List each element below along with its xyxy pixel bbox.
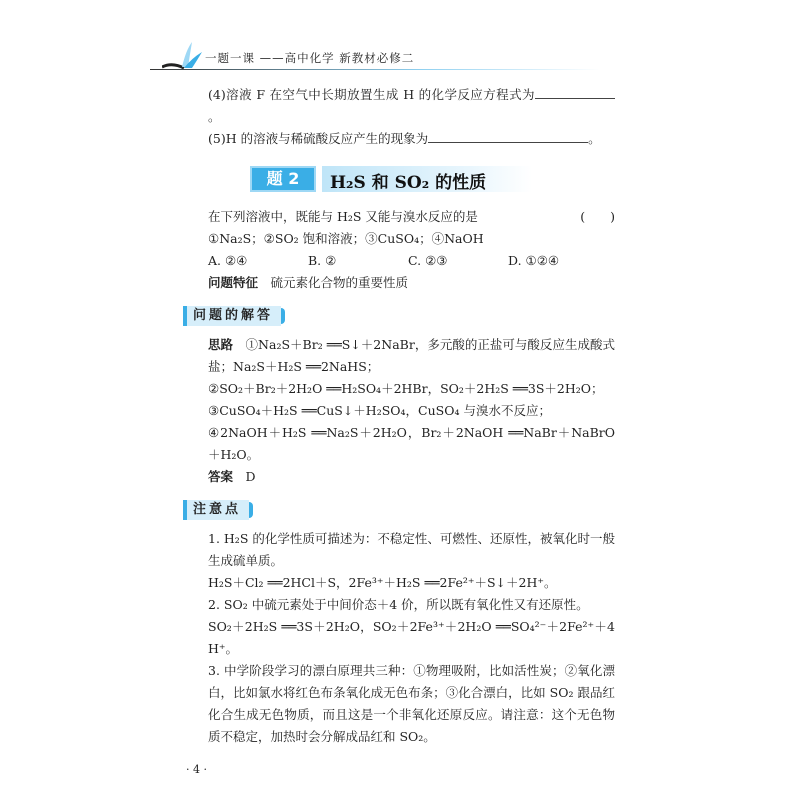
- answer-blank[interactable]: [428, 130, 588, 143]
- option-a: A. ②④: [208, 253, 248, 268]
- thinking-line: [183, 422, 615, 466]
- answer-section-tag: 问题的解答: [183, 306, 281, 326]
- note-line: [183, 528, 615, 572]
- answer-label: 答案: [208, 469, 234, 484]
- note-line: SO₂＋2H₂S ══3S＋2H₂O，SO₂＋2Fe³⁺＋2H₂O ══SO₄²⁻＋2Fe²⁺＋4H⁺。: [208, 619, 615, 656]
- note-line: H₂S＋Cl₂ ══2HCl＋S，2Fe³⁺＋H₂S ══2Fe²⁺＋S↓＋2H⁺。: [208, 575, 557, 590]
- question-4-text: (4)溶液 F 在空气中长期放置生成 H 的化学反应方程式为: [208, 87, 535, 102]
- page-number: · 4 ·: [186, 763, 207, 776]
- feature-text: 硫元素化合物的重要性质: [270, 275, 409, 290]
- options-row: [183, 250, 615, 272]
- section-banner: [250, 166, 530, 192]
- thinking-text: ①Na₂S＋Br₂ ══S↓＋2NaBr，多元酸的正盐可与酸反应生成酸式: [245, 337, 615, 352]
- notes-section-tag: 注意点: [183, 500, 249, 520]
- note-line: [183, 660, 615, 748]
- note-text: 比如氯水将红色布条氧化成无色布条；③化合漂白，比如 SO₂ 跟品红化合生成无: [208, 685, 615, 722]
- note-line: 2. SO₂ 中硫元素处于中间价态＋4 价，所以既有氧化性又有还原性。: [208, 597, 589, 612]
- feature-label: 问题特征: [208, 275, 259, 290]
- option-d: D. ①②④: [508, 253, 560, 268]
- question-items: ①Na₂S；②SO₂ 饱和溶液；③CuSO₄；④NaOH: [208, 231, 484, 246]
- answer-blank[interactable]: [535, 86, 615, 99]
- question-5-end: 。: [588, 131, 601, 146]
- question-4: [183, 84, 615, 128]
- question-feature: [183, 272, 615, 294]
- thinking-line: ②SO₂＋Br₂＋2H₂O ══H₂SO₄＋2HBr，SO₂＋2H₂S ══3S＋2H₂O；: [208, 381, 604, 396]
- thinking-line: ③CuSO₄＋H₂S ══CuS↓＋H₂SO₄，CuSO₄ 与溴水不反应；: [208, 403, 551, 418]
- thinking-text: H₂O。: [220, 447, 260, 462]
- note-text: 硫单质。: [233, 553, 284, 568]
- thinking-text: ④2NaOH＋H₂S ══Na₂S＋2H₂O，Br₂＋2NaOH ══NaBr＋NaBrO＋: [208, 425, 615, 462]
- note-text: 1. H₂S 的化学性质可描述为：不稳定性、可燃性、还原性，被氧化时一般生成: [208, 531, 615, 568]
- note-text: 会分解成品红和 SO₂。: [308, 729, 436, 744]
- question-5: [183, 128, 615, 150]
- question-4-end: 。: [208, 109, 221, 124]
- question-stem-line: [183, 206, 615, 228]
- thinking-label: 思路: [208, 337, 234, 352]
- running-header: 一题一课 ——高中化学 新教材必修二: [205, 51, 415, 65]
- note-text: 色物质，而且这是一个非氧化还原反应。请注意：这个无色物质不稳定，加热时: [208, 707, 615, 744]
- note-text: 3. 中学阶段学习的漂白原理共三种：①物理吸附，比如活性炭；②氧化漂白，: [208, 663, 615, 700]
- section-number: 题 2: [250, 166, 316, 192]
- section-title: H₂S 和 SO₂ 的性质: [330, 173, 487, 193]
- question-5-text: (5)H 的溶液与稀硫酸反应产生的现象为: [208, 131, 429, 146]
- option-c: C. ②③: [408, 253, 448, 268]
- thinking-line: [183, 334, 615, 378]
- option-b: B. ②: [308, 253, 337, 268]
- answer-line: [183, 466, 615, 488]
- answer-parentheses: ( ): [580, 209, 615, 224]
- question-stem: 在下列溶液中，既能与 H₂S 又能与溴水反应的是: [208, 209, 478, 224]
- thinking-text: 盐；Na₂S＋H₂S ══2NaHS；: [208, 359, 380, 374]
- page-content: [183, 0, 615, 798]
- answer-value: D: [245, 469, 256, 484]
